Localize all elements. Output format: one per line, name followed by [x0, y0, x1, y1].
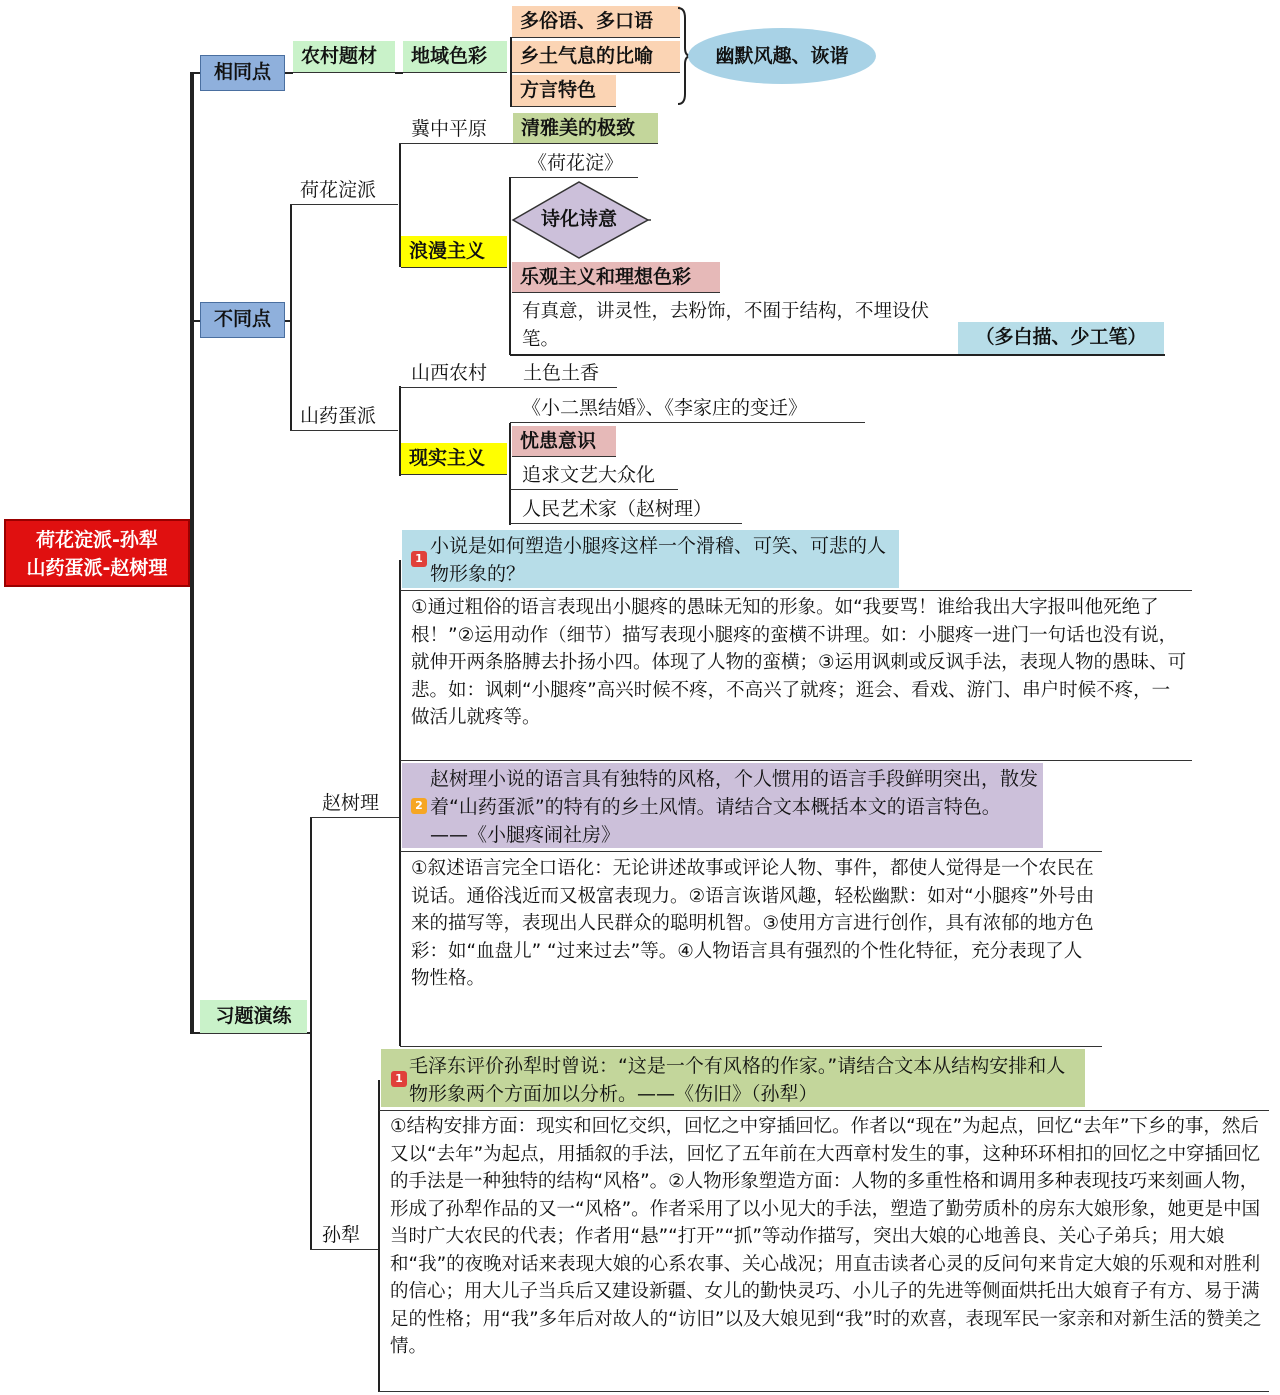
same-sub-dialect[interactable]: 方言特色: [512, 75, 616, 107]
shanyao-popularization[interactable]: 追求文艺大众化: [510, 462, 678, 490]
same-item-rural[interactable]: 农村题材: [293, 41, 395, 73]
hehua-style-underline: [510, 354, 1165, 356]
same-item-regional[interactable]: 地域色彩: [403, 41, 507, 73]
same-item-link: [395, 72, 403, 74]
zhao-a1-text: ①通过粗俗的语言表现出小腿疼的愚昧无知的形象。如“我要骂！谁给我出大字报叫他死绝了根！”②运用动作（细节）描写表现小腿疼的蛮横不讲理。如：小腿疼一进门一句话也没有说，就伸开两条胳膊去扑扬小四。体现了人物的蛮横；③运用讽刺或反讽手法，表现人物的愚昧、可悲。如：讽刺“小腿疼”高兴时候不疼，不高兴了就疼；逛会、看戏、游门、串户时候不疼，一做活儿就疼等。: [411, 597, 1187, 728]
exercise-vertical: [310, 817, 312, 1249]
same-sub-metaphor[interactable]: 乡土气息的比喻: [512, 41, 680, 73]
zhao-label[interactable]: 赵树理: [310, 790, 400, 818]
zhao-q2-text: 赵树理小说的语言具有独特的风格，个人惯用的语言手段鲜明突出，散发着“山药蛋派”的特有的乡土风情。请结合文本概括本文的语言特色。——《小腿疼闹社房》: [430, 768, 1039, 846]
root-title-line2: 山药蛋派-赵树理: [26, 557, 168, 579]
shanyao-region[interactable]: 山西农村: [399, 360, 513, 388]
zhao-q1-badge: 1: [411, 551, 427, 567]
same-summary-ellipse[interactable]: [688, 28, 876, 84]
sun-q-badge: 1: [391, 1071, 407, 1087]
hehua-work[interactable]: 《荷花淀》: [510, 150, 638, 178]
main-spine: [190, 72, 194, 1034]
diff-vertical: [290, 205, 292, 430]
shanyao-region-value[interactable]: 土色土香: [513, 360, 617, 388]
root-title-line1: 荷花淀派-孙犁: [36, 529, 158, 551]
same-summary-label: 幽默风趣、诙谐: [715, 45, 849, 67]
shanyao-people-artist[interactable]: 人民艺术家（赵树理）: [510, 496, 742, 524]
hehua-region[interactable]: 冀中平原: [399, 116, 513, 144]
hehua-ism[interactable]: 浪漫主义: [401, 236, 507, 268]
root-node[interactable]: [4, 519, 190, 587]
zhao-q1-text: 小说是如何塑造小腿疼这样一个滑稽、可笑、可悲的人物形象的？: [430, 535, 887, 585]
zhao-q2-badge: 2: [411, 798, 427, 814]
diff-node[interactable]: 不同点: [200, 302, 285, 338]
hehua-style-text: 有真意，讲灵性，去粉饰，不囿于结构，不埋设伏笔。: [522, 301, 930, 350]
same-connector: [285, 72, 293, 74]
hehua-diamond-label[interactable]: 诗化诗意: [540, 208, 617, 230]
same-node[interactable]: 相同点: [200, 55, 285, 91]
hehua-optimism[interactable]: 乐观主义和理想色彩: [512, 262, 720, 293]
hehua-style-note[interactable]: （多白描、少工笔）: [958, 322, 1164, 354]
exercise-node[interactable]: 习题演练: [200, 1000, 307, 1034]
same-sub-colloquial[interactable]: 多俗语、多口语: [512, 6, 680, 38]
shanyao-works[interactable]: 《小二黑结婚》、《李家庄的变迁》: [510, 395, 865, 423]
shanyao-ism[interactable]: 现实主义: [401, 443, 507, 475]
zhao-a2-text: ①叙述语言完全口语化：无论讲述故事或评论人物、事件，都使人觉得是一个农民在说话。通俗浅近而又极富表现力。②语言诙谐风趣，轻松幽默：如对“小腿疼”外号由来的描写等，表现出人民群众的聪明机智。③使用方言进行创作，具有浓郁的地方色彩：如“血盘儿” “过来过去”等。④人物语言具有强烈的个性化特征，充分表现了人物性格。: [411, 858, 1095, 989]
hehua-region-value[interactable]: 清雅美的极致: [513, 113, 658, 144]
sun-a-text: ①结构安排方面：现实和回忆交织，回忆之中穿插回忆。作者以“现在”为起点，回忆“去年”下乡的事，然后又以“去年”为起点，用插叙的手法，回忆了五年前在大西章村发生的事，这种环环相扣的回忆之中穿插回忆的手法是一种独特的结构“风格”。②人物形象塑造方面：人物的多重性格和调用多种表现技巧来刻画人物，形成了孙犁作品的又一“风格”。作者采用了以小见大的手法，塑造了勤劳质朴的房东大娘形象，她更是中国当时广大农民的代表；作者用“悬”“打开”“抓”等动作描写，突出大娘的心地善良、关心子弟兵；用大娘和“我”的夜晚对话来表现大娘的心系农事、关心战况；用直击读者心灵的反问句来肯定大娘的乐观和对胜利的信心；用大儿子当兵后又建设新疆、女儿的勤快灵巧、小儿子的先进等侧面烘托出大娘育子有方、易于满足的性格；用“我”多年后对故人的“访旧”以及大娘见到“我”时的欢喜，表现军民一家亲和对新生活的赞美之情。: [390, 1116, 1262, 1357]
sun-label[interactable]: 孙犁: [310, 1222, 378, 1250]
shanyao-label[interactable]: 山药蛋派: [290, 403, 398, 431]
shanyao-concern[interactable]: 忧患意识: [512, 426, 616, 457]
hehua-label[interactable]: 荷花淀派: [290, 177, 398, 205]
sun-q-text: 毛泽东评价孙犁时曾说：“这是一个有风格的作家。”请结合文本从结构安排和人物形象两个方面加以分析。——《伤旧》（孙犁）: [409, 1055, 1066, 1105]
